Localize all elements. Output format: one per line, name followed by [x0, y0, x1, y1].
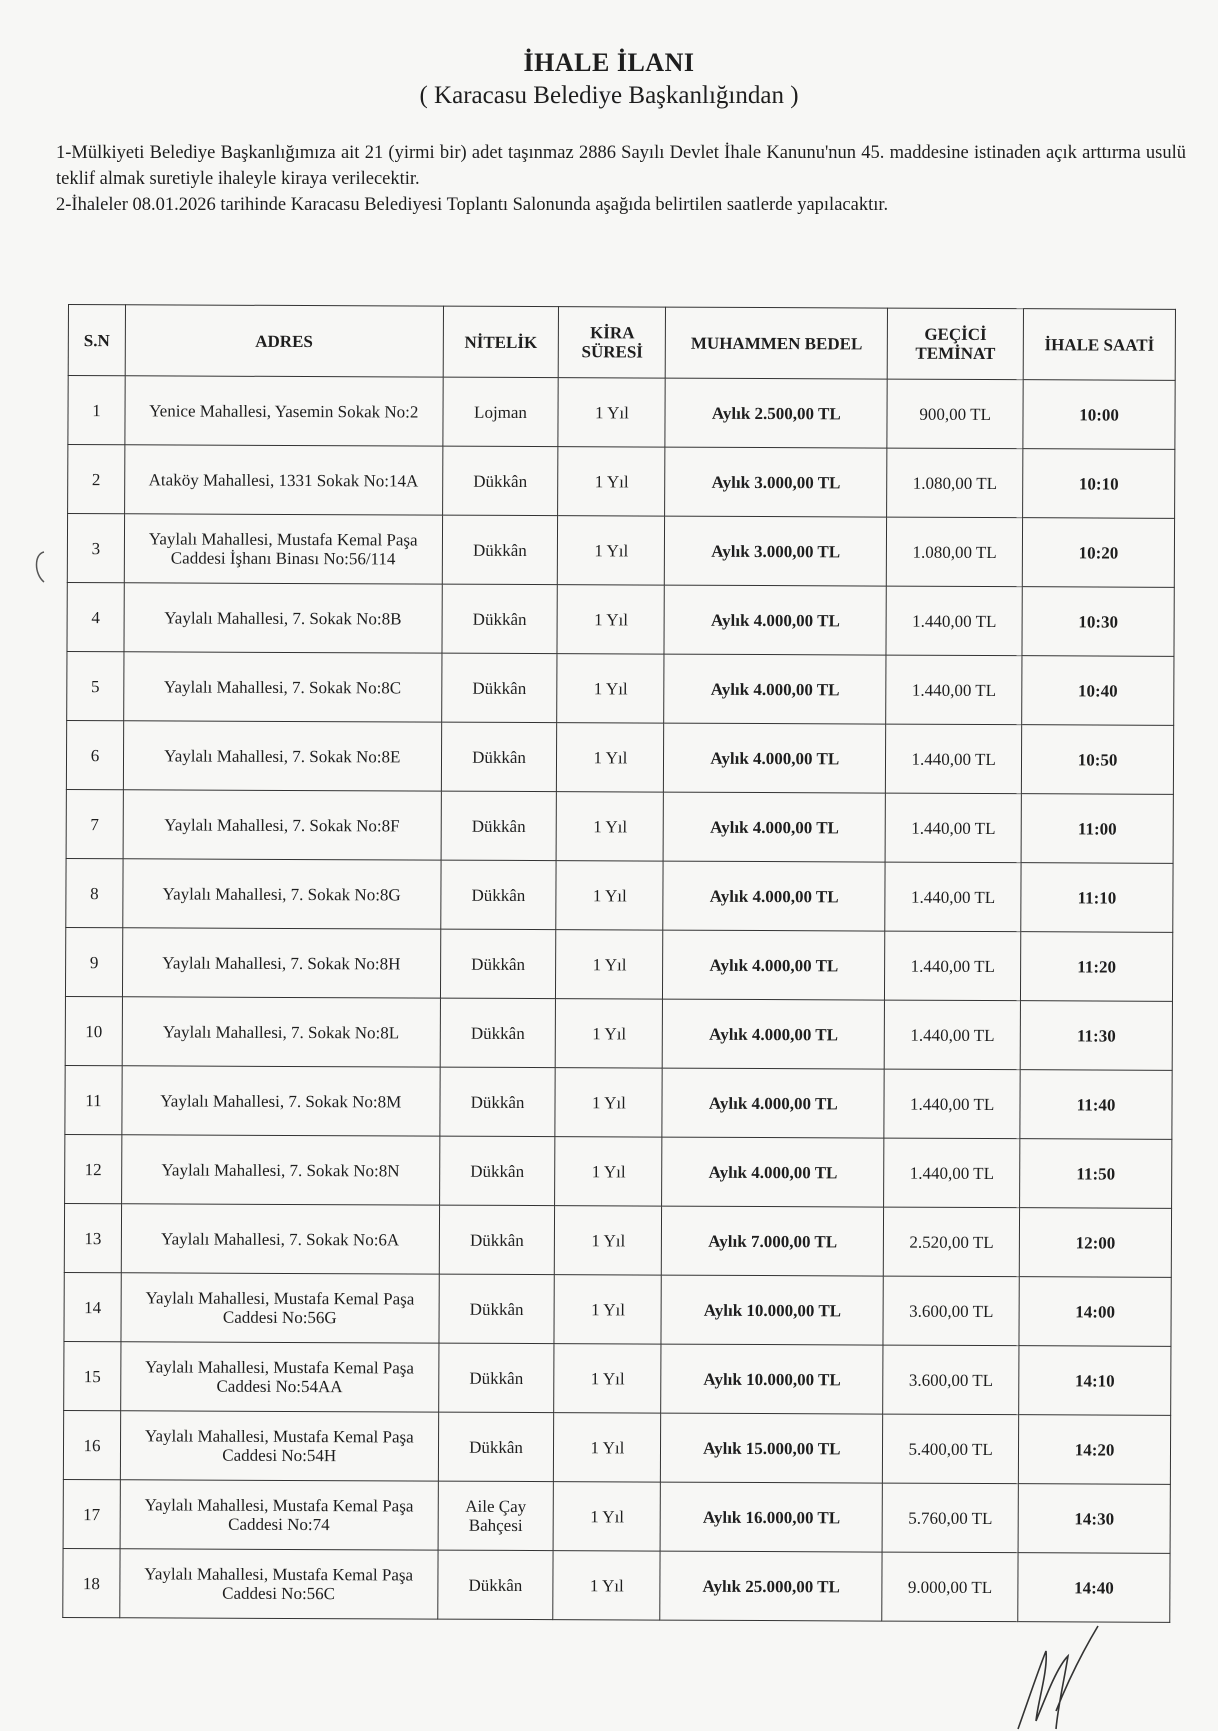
cell-estimated-price: Aylık 4.000,00 TL — [663, 792, 885, 862]
cell-type: Dükkân — [439, 1067, 555, 1137]
cell-term: 1 Yıl — [554, 1344, 661, 1413]
cell-deposit: 1.440,00 TL — [884, 1138, 1020, 1208]
cell-deposit: 1.440,00 TL — [886, 586, 1022, 656]
cell-tender-time: 12:00 — [1019, 1208, 1171, 1278]
cell-deposit: 1.080,00 TL — [887, 448, 1023, 518]
cell-sn: 4 — [67, 582, 124, 651]
cell-estimated-price: Aylık 4.000,00 TL — [662, 1137, 884, 1207]
table-row — [64, 1203, 1171, 1277]
cell-deposit: 2.520,00 TL — [883, 1207, 1019, 1277]
cell-deposit: 5.760,00 TL — [882, 1483, 1018, 1553]
cell-term: 1 Yıl — [556, 930, 663, 999]
cell-estimated-price: Aylık 10.000,00 TL — [661, 1275, 883, 1345]
cell-address: Yaylalı Mahallesi, Mustafa Kemal Paşa Caddesi İşhanı Binası No:56/114 — [124, 514, 442, 584]
cell-deposit: 1.440,00 TL — [884, 1000, 1020, 1070]
cell-sn: 12 — [65, 1134, 122, 1203]
cell-term: 1 Yıl — [558, 447, 665, 516]
cell-tender-time: 10:10 — [1023, 449, 1175, 519]
cell-type: Dükkân — [441, 653, 557, 723]
page-subtitle: ( Karacasu Belediye Başkanlığından ) — [419, 82, 799, 109]
cell-sn: 5 — [67, 651, 124, 720]
cell-term: 1 Yıl — [555, 1137, 662, 1206]
cell-estimated-price: Aylık 4.000,00 TL — [663, 999, 885, 1069]
table-row — [64, 1341, 1171, 1415]
cell-estimated-price: Aylık 2.500,00 TL — [665, 378, 887, 448]
cell-term: 1 Yıl — [554, 1482, 661, 1551]
table-row — [66, 789, 1173, 863]
cell-address: Yaylalı Mahallesi, Mustafa Kemal Paşa Caddesi No:54H — [120, 1411, 438, 1481]
cell-tender-time: 11:30 — [1020, 1001, 1172, 1071]
cell-type: Dükkân — [437, 1550, 553, 1620]
cell-tender-time: 10:40 — [1022, 656, 1174, 726]
cell-term: 1 Yıl — [554, 1275, 661, 1344]
cell-tender-time: 14:10 — [1019, 1346, 1171, 1416]
header-address: ADRES — [125, 305, 443, 377]
cell-tender-time: 11:00 — [1021, 794, 1173, 864]
cell-sn: 7 — [66, 789, 123, 858]
table-row — [66, 720, 1173, 794]
cell-term: 1 Yıl — [557, 723, 664, 792]
cell-deposit: 1.440,00 TL — [884, 1069, 1020, 1139]
cell-tender-time: 10:20 — [1022, 518, 1174, 588]
cell-estimated-price: Aylık 4.000,00 TL — [664, 585, 886, 655]
table-row — [66, 858, 1173, 932]
tender-table — [62, 304, 1176, 1623]
cell-address: Yaylalı Mahallesi, 7. Sokak No:8H — [122, 928, 440, 998]
cell-tender-time: 11:40 — [1020, 1070, 1172, 1140]
cell-sn: 13 — [64, 1203, 121, 1272]
cell-term: 1 Yıl — [556, 999, 663, 1068]
cell-type: Dükkân — [438, 1412, 554, 1482]
cell-type: Dükkân — [441, 791, 557, 861]
cell-estimated-price: Aylık 4.000,00 TL — [664, 654, 886, 724]
table-row — [68, 376, 1175, 450]
table-row — [67, 514, 1174, 588]
cell-sn: 3 — [67, 514, 124, 583]
cell-address: Yaylalı Mahallesi, 7. Sokak No:8L — [122, 997, 440, 1067]
cell-address: Yaylalı Mahallesi, 7. Sokak No:6A — [121, 1204, 439, 1274]
cell-estimated-price: Aylık 4.000,00 TL — [664, 723, 886, 793]
cell-type: Dükkân — [439, 1274, 555, 1344]
cell-address: Ataköy Mahallesi, 1331 Sokak No:14A — [125, 445, 443, 515]
cell-sn: 15 — [64, 1341, 121, 1410]
cell-deposit: 1.440,00 TL — [885, 862, 1021, 932]
cell-address: Yaylalı Mahallesi, 7. Sokak No:8N — [122, 1135, 440, 1205]
cell-deposit: 900,00 TL — [887, 379, 1023, 449]
cell-deposit: 5.400,00 TL — [883, 1414, 1019, 1484]
cell-estimated-price: Aylık 7.000,00 TL — [662, 1206, 884, 1276]
cell-sn: 11 — [65, 1065, 122, 1134]
cell-tender-time: 10:30 — [1022, 587, 1174, 657]
cell-type: Dükkân — [439, 1205, 555, 1275]
table-row — [65, 927, 1172, 1001]
header-tender-time: İHALE SAATİ — [1023, 309, 1175, 381]
cell-term: 1 Yıl — [557, 585, 664, 654]
cell-deposit: 1.440,00 TL — [886, 724, 1022, 794]
cell-term: 1 Yıl — [555, 1068, 662, 1137]
page-title: İHALE İLANI — [523, 48, 695, 77]
intro-paragraph-2: 2-İhaleler 08.01.2026 tarihinde Karacasu Belediyesi Toplantı Salonunda aşağıda belirtilen saatlerde yapılacaktır. — [56, 195, 889, 215]
header-sn: S.N — [68, 305, 125, 376]
cell-sn: 1 — [68, 376, 125, 445]
cell-address: Yaylalı Mahallesi, Mustafa Kemal Paşa Caddesi No:54AA — [121, 1342, 439, 1412]
cell-tender-time: 14:20 — [1018, 1415, 1170, 1485]
cell-term: 1 Yıl — [558, 378, 665, 447]
cell-deposit: 1.440,00 TL — [885, 793, 1021, 863]
cell-sn: 18 — [63, 1548, 120, 1617]
cell-tender-time: 14:30 — [1018, 1484, 1170, 1554]
cell-tender-time: 10:00 — [1023, 380, 1175, 450]
cell-deposit: 1.080,00 TL — [886, 517, 1022, 587]
margin-scan-mark — [30, 548, 60, 588]
cell-address: Yaylalı Mahallesi, Mustafa Kemal Paşa Caddesi No:74 — [120, 1480, 438, 1550]
cell-estimated-price: Aylık 3.000,00 TL — [665, 516, 887, 586]
cell-type: Dükkân — [442, 515, 558, 585]
cell-term: 1 Yıl — [557, 654, 664, 723]
cell-term: 1 Yıl — [555, 1206, 662, 1275]
table-row — [63, 1479, 1170, 1553]
cell-term: 1 Yıl — [558, 516, 665, 585]
cell-type: Dükkân — [440, 860, 556, 930]
cell-sn: 14 — [64, 1272, 121, 1341]
cell-term: 1 Yıl — [556, 861, 663, 930]
cell-deposit: 9.000,00 TL — [882, 1552, 1018, 1622]
intro-text — [56, 140, 1186, 218]
cell-address: Yaylalı Mahallesi, 7. Sokak No:8C — [124, 652, 442, 722]
cell-type: Aile Çay Bahçesi — [438, 1481, 554, 1551]
table-header-row — [68, 305, 1175, 381]
cell-tender-time: 11:20 — [1021, 932, 1173, 1002]
table-row — [67, 582, 1174, 656]
cell-tender-time: 14:00 — [1019, 1277, 1171, 1347]
cell-tender-time: 10:50 — [1021, 725, 1173, 795]
header-term: KİRA SÜRESİ — [559, 307, 666, 378]
cell-deposit: 1.440,00 TL — [885, 931, 1021, 1001]
cell-type: Dükkân — [438, 1343, 554, 1413]
cell-sn: 16 — [63, 1410, 120, 1479]
table-row — [64, 1272, 1171, 1346]
cell-tender-time: 11:10 — [1021, 863, 1173, 933]
cell-address: Yaylalı Mahallesi, 7. Sokak No:8M — [122, 1066, 440, 1136]
cell-term: 1 Yıl — [553, 1551, 660, 1620]
cell-tender-time: 11:50 — [1020, 1139, 1172, 1209]
cell-sn: 6 — [66, 720, 123, 789]
cell-estimated-price: Aylık 4.000,00 TL — [663, 861, 885, 931]
table-row — [67, 651, 1174, 725]
table-row — [65, 1134, 1172, 1208]
table-row — [63, 1410, 1170, 1484]
intro-paragraph-1: 1-Mülkiyeti Belediye Başkanlığımıza ait 21 (yirmi bir) adet taşınmaz 2886 Sayılı Devlet İhale Kanunu'nun 45. maddesine istinaden açık arttırma usulü teklif almak suretiyle ihaleyle kiraya verilecektir. — [56, 143, 1186, 189]
table-row — [65, 1065, 1172, 1139]
cell-deposit: 3.600,00 TL — [883, 1276, 1019, 1346]
cell-tender-time: 14:40 — [1018, 1553, 1170, 1623]
header-deposit: GEÇİCİ TEMİNAT — [887, 308, 1023, 380]
cell-sn: 8 — [66, 858, 123, 927]
table-row — [65, 996, 1172, 1070]
cell-sn: 10 — [65, 996, 122, 1065]
cell-address: Yaylalı Mahallesi, 7. Sokak No:8B — [124, 583, 442, 653]
cell-sn: 17 — [63, 1479, 120, 1548]
cell-estimated-price: Aylık 16.000,00 TL — [660, 1482, 882, 1552]
cell-address: Yaylalı Mahallesi, 7. Sokak No:8F — [123, 790, 441, 860]
header-type: NİTELİK — [443, 306, 559, 378]
cell-type: Dükkân — [440, 929, 556, 999]
cell-type: Dükkân — [440, 998, 556, 1068]
cell-estimated-price: Aylık 15.000,00 TL — [661, 1413, 883, 1483]
cell-term: 1 Yıl — [557, 792, 664, 861]
cell-sn: 2 — [68, 445, 125, 514]
cell-type: Dükkân — [439, 1136, 555, 1206]
cell-estimated-price: Aylık 25.000,00 TL — [660, 1551, 882, 1621]
cell-term: 1 Yıl — [554, 1413, 661, 1482]
cell-estimated-price: Aylık 4.000,00 TL — [663, 930, 885, 1000]
cell-sn: 9 — [65, 927, 122, 996]
cell-address: Yaylalı Mahallesi, Mustafa Kemal Paşa Caddesi No:56G — [121, 1273, 439, 1343]
header-estimated-price: MUHAMMEN BEDEL — [666, 307, 888, 379]
cell-type: Dükkân — [441, 722, 557, 792]
cell-address: Yaylalı Mahallesi, 7. Sokak No:8E — [123, 721, 441, 791]
cell-type: Dükkân — [442, 584, 558, 654]
table-row — [68, 445, 1175, 519]
cell-deposit: 3.600,00 TL — [883, 1345, 1019, 1415]
signature — [998, 1611, 1118, 1731]
cell-address: Yaylalı Mahallesi, Mustafa Kemal Paşa Caddesi No:56C — [120, 1549, 438, 1619]
cell-address: Yenice Mahallesi, Yasemin Sokak No:2 — [125, 376, 443, 446]
cell-estimated-price: Aylık 10.000,00 TL — [661, 1344, 883, 1414]
cell-type: Dükkân — [442, 446, 558, 516]
cell-deposit: 1.440,00 TL — [886, 655, 1022, 725]
cell-estimated-price: Aylık 4.000,00 TL — [662, 1068, 884, 1138]
cell-type: Lojman — [442, 377, 558, 447]
cell-estimated-price: Aylık 3.000,00 TL — [665, 447, 887, 517]
cell-address: Yaylalı Mahallesi, 7. Sokak No:8G — [123, 859, 441, 929]
